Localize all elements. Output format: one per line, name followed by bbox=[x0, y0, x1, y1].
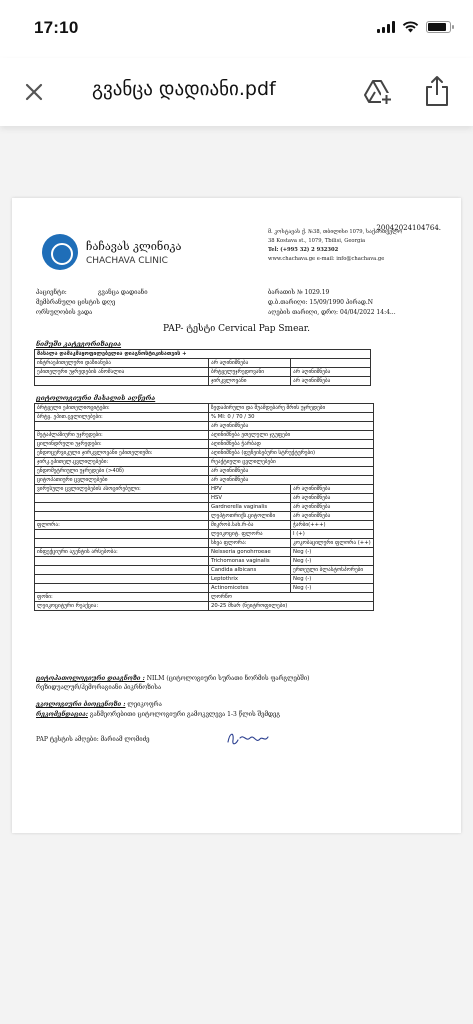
table-cell bbox=[35, 494, 209, 503]
cytology-table bbox=[34, 403, 374, 611]
recommendation-heading: რეკომენდაცია: bbox=[36, 711, 88, 718]
share-icon[interactable] bbox=[424, 75, 450, 107]
table-row bbox=[35, 584, 374, 593]
status-icons bbox=[377, 21, 451, 33]
cellular-signal-icon bbox=[377, 21, 395, 33]
table-cell: ბრტყელუჯრედოვანი bbox=[209, 368, 291, 377]
address-web: www.chachava.ge e-mail: info@chachava.ge bbox=[268, 256, 385, 262]
table-cell: Neg (-) bbox=[291, 548, 374, 557]
table-row bbox=[35, 431, 374, 440]
pap-taker: PAP ტესტის ამღები: მარიამ ლომიძე bbox=[36, 736, 150, 743]
table-cell: Neg (-) bbox=[291, 575, 374, 584]
table-row bbox=[35, 575, 374, 584]
wifi-icon bbox=[402, 21, 419, 33]
table-cell: ჯირკვლოვანი bbox=[209, 377, 291, 386]
section-header-description: ციტოლოგიური მასალის აღწერა bbox=[36, 394, 156, 402]
conclusion-line-2: რეზიდუალურ/ჰემორაგიანი პიკრნოზისა bbox=[36, 684, 162, 691]
table-cell: ლორწო bbox=[209, 593, 374, 602]
table-cell bbox=[35, 575, 209, 584]
table-row bbox=[35, 503, 374, 512]
biocenosis-heading: ეკოლოგიური ბიოცენოზი : bbox=[36, 701, 126, 708]
table-row bbox=[35, 521, 374, 530]
table-cell bbox=[35, 557, 209, 566]
table-cell: არ აღინიშნება bbox=[291, 377, 371, 386]
patient-right: დ.ბ.თარიღი: 15/09/1990 პირად.N bbox=[268, 299, 373, 306]
table-cell: HSV bbox=[209, 494, 291, 503]
table-cell bbox=[35, 566, 209, 575]
section-header-categorization: ნიმუში კატეგორიზაცია bbox=[36, 340, 122, 348]
table-row bbox=[35, 485, 374, 494]
table-cell: % MI: 0 / 70 / 30 bbox=[209, 413, 374, 422]
table-cell: ცილინდრული უჯრედები: bbox=[35, 440, 209, 449]
table-cell: ფლორა: bbox=[35, 521, 209, 530]
table-row bbox=[35, 530, 374, 539]
table-row bbox=[35, 602, 374, 611]
add-to-drive-icon[interactable] bbox=[362, 76, 392, 106]
table-cell: მასალა დამაკმაყოფილებელია დიაგნოსტიკისათვის + bbox=[35, 350, 371, 359]
patient-label: პაციენტი: bbox=[36, 289, 67, 296]
table-row bbox=[35, 368, 371, 377]
table-cell: არ აღინიშნება bbox=[209, 422, 374, 431]
categorization-table bbox=[34, 349, 371, 386]
address-phone: Tel: (+995 32) 2 932302 bbox=[268, 247, 339, 253]
table-row bbox=[35, 512, 374, 521]
recommendation-line bbox=[36, 710, 451, 720]
battery-icon bbox=[426, 21, 451, 33]
table-row bbox=[35, 566, 374, 575]
table-row bbox=[35, 593, 374, 602]
table-cell: Gardnerella vaginalis bbox=[209, 503, 291, 512]
table-row bbox=[35, 422, 374, 431]
table-row bbox=[35, 494, 374, 503]
table-cell: ფონი: bbox=[35, 593, 209, 602]
clinic-address bbox=[268, 228, 448, 264]
table-row bbox=[35, 467, 374, 476]
table-cell: არ აღინიშნება bbox=[209, 476, 374, 485]
table-cell: Leptothrix bbox=[209, 575, 291, 584]
table-cell: ინტრაეპითელური დაზიანება bbox=[35, 359, 209, 368]
table-cell: Neisseria gonohrroeae bbox=[209, 548, 291, 557]
table-cell: I (+) bbox=[291, 530, 374, 539]
table-cell: HPV bbox=[209, 485, 291, 494]
address-line: მ. კოსტავას ქ. №38, თბილისი 1079, საქართველო bbox=[268, 229, 403, 235]
patient-info bbox=[36, 288, 456, 318]
table-cell: აღინიშნება (ფუჩეისებური სტრუქტურები) bbox=[209, 449, 374, 458]
table-cell: არ აღინიშნება bbox=[291, 512, 374, 521]
table-cell bbox=[35, 530, 209, 539]
table-cell: ლეპტოთრიქს.ციტოლიზი bbox=[209, 512, 291, 521]
table-cell: ენდოცერვიკული ჯირკვლოვანი ეპითელიუმი: bbox=[35, 449, 209, 458]
table-cell: არ აღინიშნება bbox=[291, 503, 374, 512]
table-row bbox=[35, 557, 374, 566]
address-line: 38 Kostava st., 1079, Tbilisi, Georgia bbox=[268, 238, 366, 244]
table-cell: ინფექციური აგენტის არსებობა: bbox=[35, 548, 209, 557]
table-cell: ციტოპათიური ცვლილებები bbox=[35, 476, 209, 485]
table-cell: Candida albicans bbox=[209, 566, 291, 575]
table-cell: ენდომეტრიული უჯრედები (>40წ) bbox=[35, 467, 209, 476]
table-cell: ჯირკ.ეპითელ.ცვლილებები: bbox=[35, 458, 209, 467]
table-row bbox=[35, 350, 371, 359]
patient-label: მემბრანული ცისტის დღე bbox=[36, 299, 116, 306]
recommendation-text: განმეორებითი ციტოლოგიური გამოკვლევა 1-3 წლის შემდეგ bbox=[88, 711, 280, 718]
biocenosis-line bbox=[36, 700, 451, 710]
biocenosis-block bbox=[36, 700, 451, 720]
patient-row bbox=[36, 288, 456, 298]
table-cell bbox=[35, 503, 209, 512]
table-cell: 20-25 მხარ (ნეიტროფილები) bbox=[209, 602, 374, 611]
table-row bbox=[35, 359, 371, 368]
table-cell bbox=[35, 512, 209, 521]
table-cell: Neg (-) bbox=[291, 584, 374, 593]
table-cell: ზედაპირული და შუამდებარე შრის უჯრედები bbox=[209, 404, 374, 413]
patient-right: ბარათის № 1029.19 bbox=[268, 289, 330, 296]
clinic-logo-icon bbox=[42, 234, 78, 270]
battery-level-fill bbox=[428, 23, 446, 31]
table-cell: სხვა ფლორა: bbox=[209, 539, 291, 548]
table-cell bbox=[35, 377, 209, 386]
table-cell: ლეიკოციტური რეაქცია: bbox=[35, 602, 209, 611]
status-bar bbox=[0, 0, 473, 58]
table-cell: არ აღინიშნება bbox=[291, 485, 374, 494]
signature bbox=[224, 728, 274, 750]
table-cell: აღინიშნება ეთელული ჯგუფები bbox=[209, 431, 374, 440]
clinic-name-georgian: ჩაჩავას კლინიკა bbox=[86, 240, 182, 253]
conclusion-heading: ციტოპათოლოგიური დიაგნოზი : bbox=[36, 675, 145, 682]
table-row bbox=[35, 440, 374, 449]
table-cell: ვირუსული ცვლილებების ასოცირებული: bbox=[35, 485, 209, 494]
document-number: 20042024104764. bbox=[376, 224, 441, 232]
patient-right: აღების თარიღი, დრო: 04/04/2022 14:4... bbox=[268, 309, 396, 316]
patient-label: ორსულობის ვადა bbox=[36, 309, 93, 316]
table-row bbox=[35, 476, 374, 485]
clinic-name-english: CHACHAVA CLINIC bbox=[86, 256, 168, 266]
table-row bbox=[35, 449, 374, 458]
conclusion-block bbox=[36, 674, 451, 692]
table-cell bbox=[35, 422, 209, 431]
table-cell: არ აღინიშნება bbox=[291, 368, 371, 377]
table-cell: მეტაპლაზიური უჯრედები: bbox=[35, 431, 209, 440]
table-row bbox=[35, 548, 374, 557]
table-cell bbox=[35, 539, 209, 548]
table-row bbox=[35, 413, 374, 422]
patient-value: გვანცა დადიანი bbox=[98, 289, 148, 296]
table-cell: Trichomonas vaginalis bbox=[209, 557, 291, 566]
table-cell: ბრტყელი ეპითელიოციტები: bbox=[35, 404, 209, 413]
table-cell bbox=[291, 359, 371, 368]
close-icon[interactable] bbox=[20, 78, 48, 106]
viewer-toolbar bbox=[0, 58, 473, 126]
table-cell: ერთეული ბლასტოსპორები bbox=[291, 566, 374, 575]
conclusion-text: NILM (ციტოლოგიური სურათი ნორმის ფარგლებში) bbox=[144, 675, 310, 682]
table-cell: რეაქტიული ცვლილებები bbox=[209, 458, 374, 467]
table-cell: ლეიკოციტ. ფლორა bbox=[209, 530, 291, 539]
table-cell: არ აღინიშნება bbox=[209, 467, 374, 476]
biocenosis-text: ლეიკოფრა bbox=[125, 701, 162, 708]
patient-row bbox=[36, 308, 456, 318]
table-cell: ეპითელური უჯრედების ანომალია bbox=[35, 368, 209, 377]
table-cell bbox=[35, 584, 209, 593]
table-cell: ჭარბი(+++) bbox=[291, 521, 374, 530]
table-row bbox=[35, 539, 374, 548]
table-cell: Actinomicetes bbox=[209, 584, 291, 593]
table-cell: არ აღინიშნება bbox=[291, 494, 374, 503]
table-cell: არ აღინიშნება bbox=[209, 359, 291, 368]
document-title: გვანცა დადიანი.pdf bbox=[92, 78, 276, 100]
table-row bbox=[35, 458, 374, 467]
table-cell: კოკობაცილური ფლორა (++) bbox=[291, 539, 374, 548]
conclusion-line bbox=[36, 674, 451, 683]
pdf-page[interactable] bbox=[12, 198, 461, 833]
status-time: 17:10 bbox=[34, 18, 79, 37]
table-cell: აღინიშნება ჭარბად bbox=[209, 440, 374, 449]
table-cell: ბრტყ. ეპით.ცვლილებები: bbox=[35, 413, 209, 422]
table-cell: მიკრობ.სახ.რ-ბა bbox=[209, 521, 291, 530]
table-row bbox=[35, 377, 371, 386]
table-row bbox=[35, 404, 374, 413]
table-cell: Neg (-) bbox=[291, 557, 374, 566]
report-title: PAP- ტესტი Cervical Pap Smear. bbox=[163, 324, 310, 334]
patient-row bbox=[36, 298, 456, 308]
